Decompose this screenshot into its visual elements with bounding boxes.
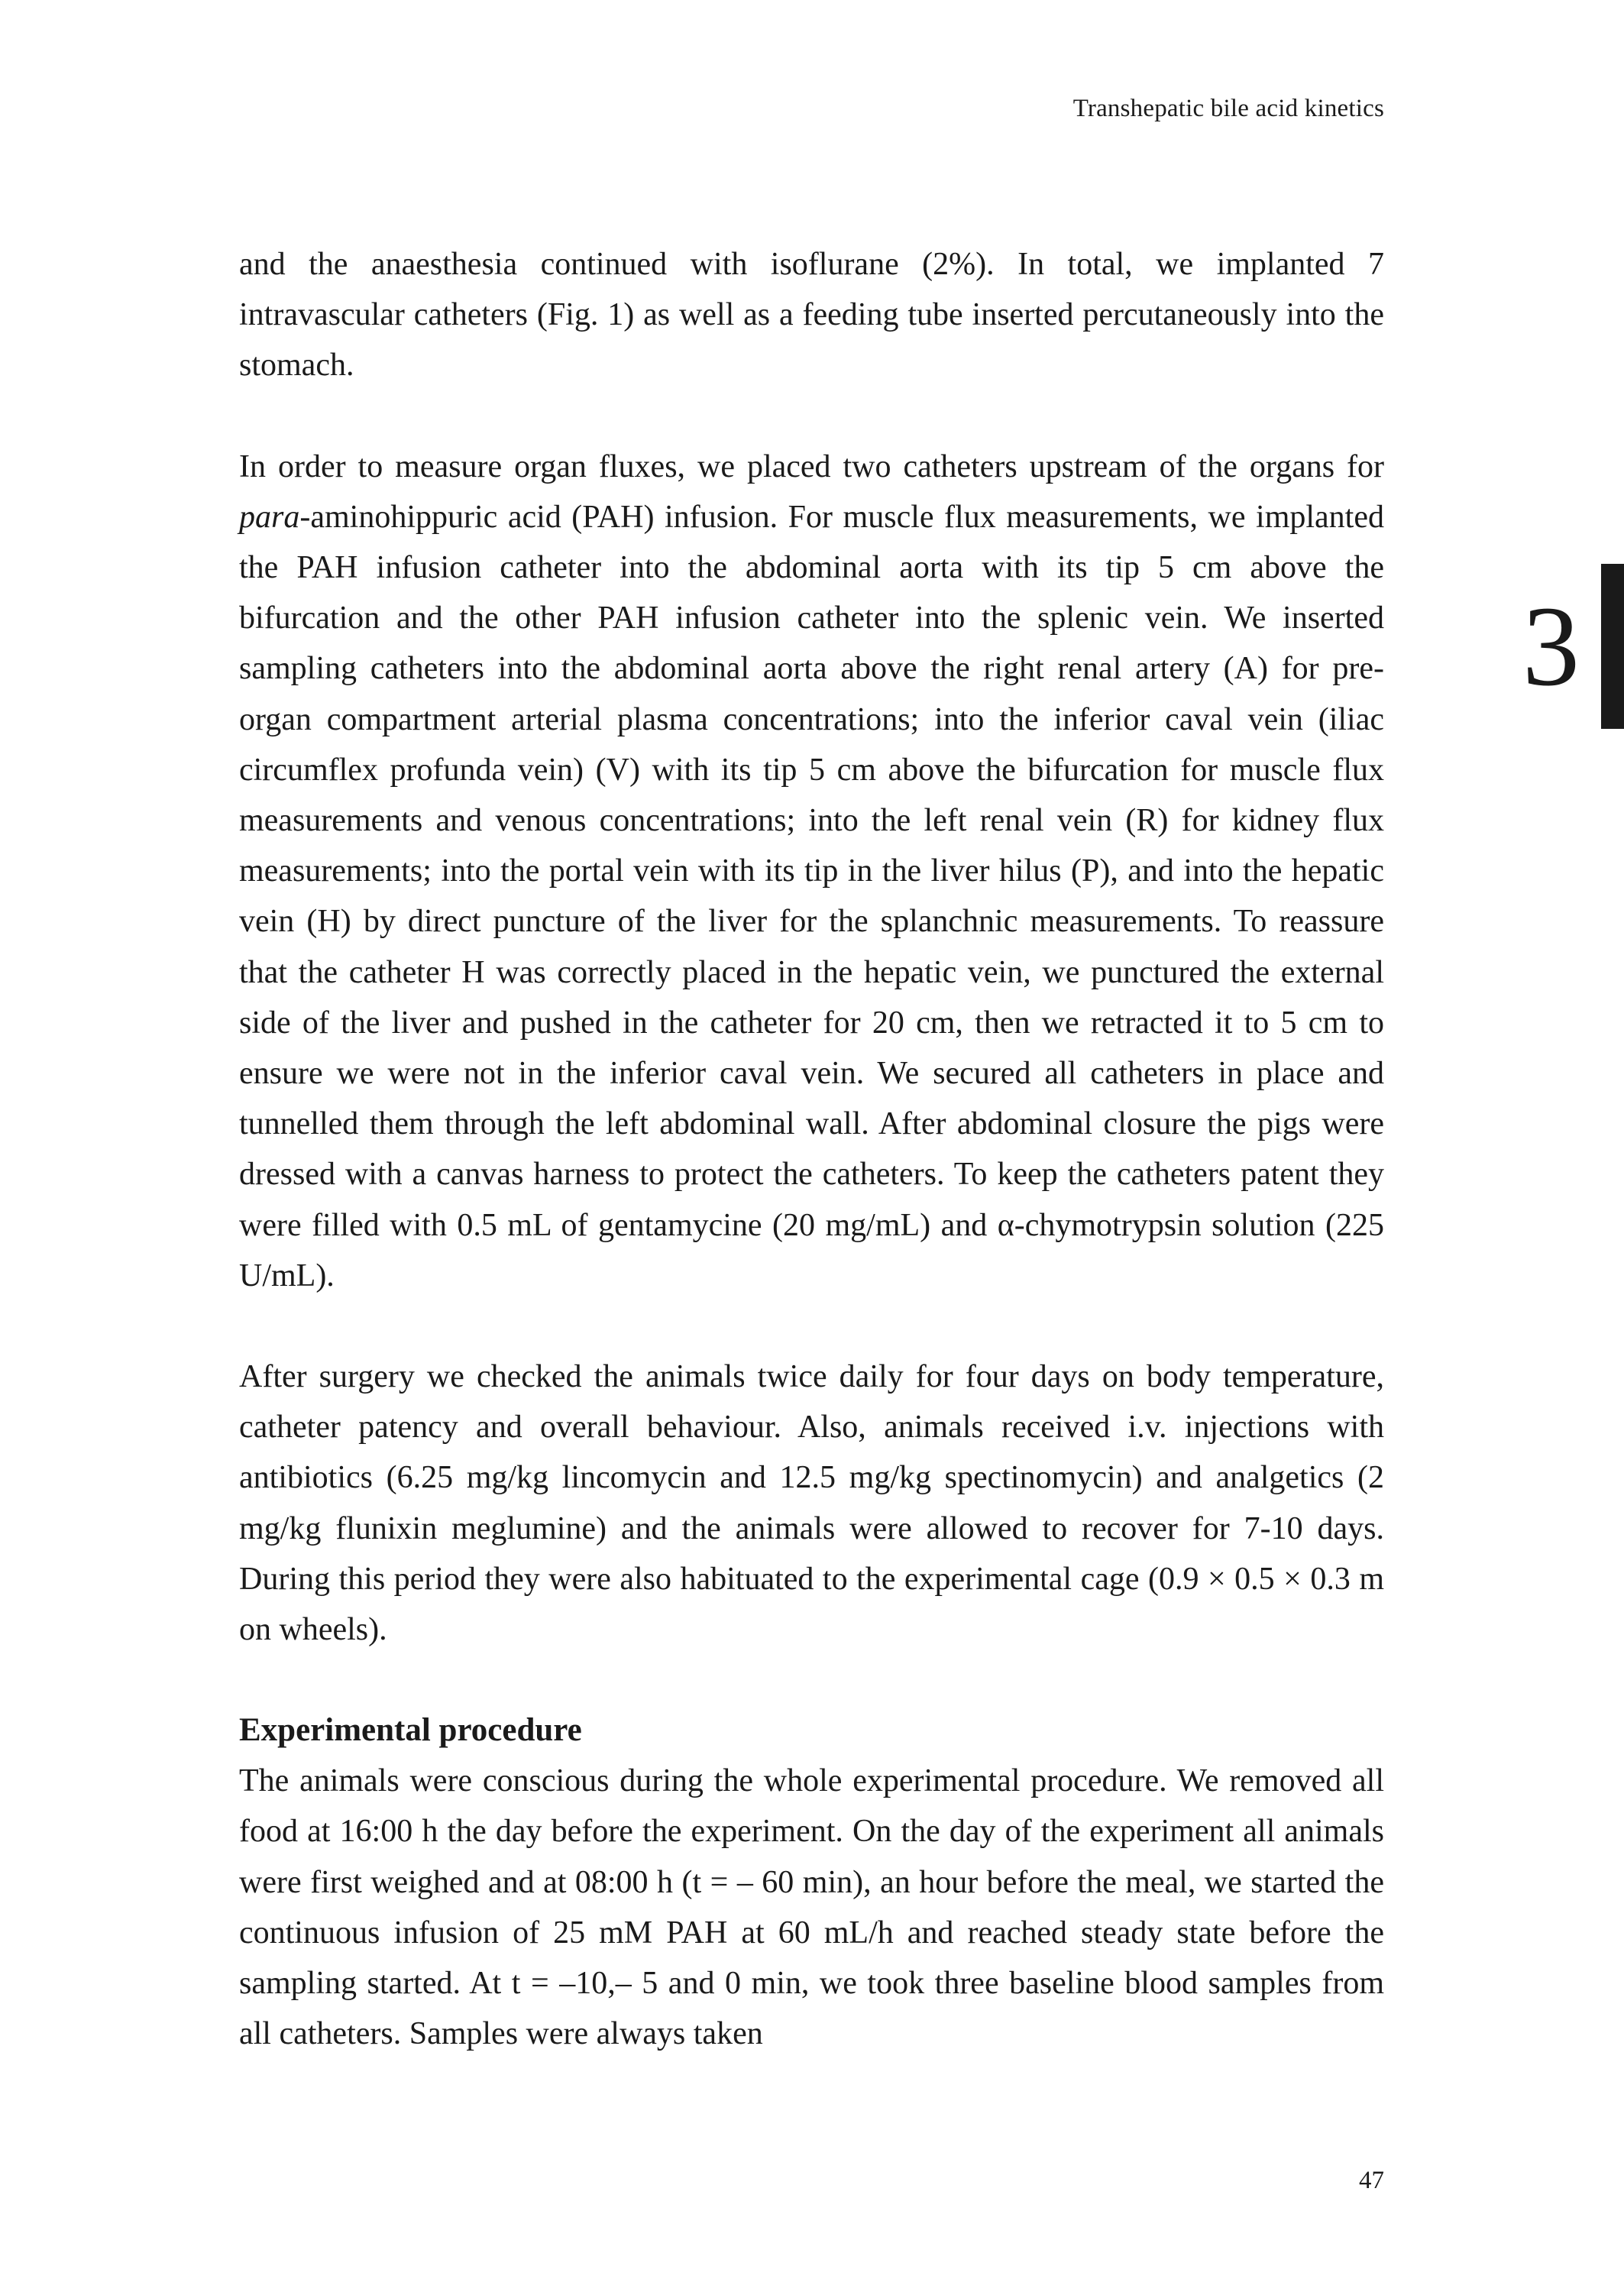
paragraph-organ-fluxes (239, 442, 1384, 1301)
chapter-number: 3 (1522, 583, 1580, 710)
chapter-tab (1471, 564, 1624, 729)
page-number: 47 (1359, 2167, 1384, 2194)
paragraph-organ-fluxes-prefix: In order to measure organ fluxes, we placed two catheters upstream of the organs for (239, 448, 1384, 484)
chapter-marker-bar (1601, 564, 1624, 729)
body-text (239, 239, 1384, 2060)
running-header: Transhepatic bile acid kinetics (1072, 95, 1384, 122)
paragraph-anaesthesia: and the anaesthesia continued with isoflurane (2%). In total, we implanted 7 intravascular catheters (Fig. 1) as well as a feeding tube inserted percutaneously into the stomach. (239, 247, 1384, 384)
paragraph-post-surgery: After surgery we checked the animals twice daily for four days on body temperature, catheter patency and overall behaviour. Also, animals received i.v. injections with antibiotics (6.25 mg/kg lincomycin and 12.5 mg/kg spectinomycin) and analgetics (2 mg/kg flunixin meglumine) and the animals were allowed to recover for 7-10 days. During this period they were also habituated to the experimental cage (0.9 × 0.5 × 0.3 m on wheels). (239, 1359, 1384, 1648)
section-heading: Experimental procedure (239, 1712, 582, 1749)
para-italic: para (239, 499, 300, 535)
paragraph-experimental-procedure: The animals were conscious during the whole experimental procedure. We removed all food at 16:00 h the day before the experiment. On the day of the experiment all animals were first weighed and at 08:00 h (t = – 60 min), an hour before the meal, we started the continuous infusion of 25 mM PAH at 60 mL/h and reached steady state before the sampling started. At t = –10,– 5 and 0 min, we took three baseline blood samples from all catheters. Samples were always taken (239, 1763, 1384, 2052)
paragraph-organ-fluxes-rest: -aminohippuric acid (PAH) infusion. For muscle flux measurements, we implanted the PAH infusion catheter into the abdominal aorta with its tip 5 cm above the bifurcation and the other PAH infusion catheter into the splenic vein. We inserted sampling catheters into the abdominal aorta above the right renal artery (A) for pre-organ compartment arterial plasma concentrations; into the inferior caval vein (iliac circumflex profunda vein) (V) with its tip 5 cm above the bifurcation for muscle flux measurements and venous concentrations; into the left renal vein (R) for kidney flux measurements; into the portal vein with its tip in the liver hilus (P), and into the hepatic vein (H) by direct puncture of the liver for the splanchnic measurements. To reassure that the catheter H was correctly placed in the hepatic vein, we punctured the external side of the liver and pushed in the catheter for 20 cm, then we retracted it to 5 cm to ensure we were not in the inferior caval vein. We secured all catheters in place and tunnelled them through the left abdominal wall. After abdominal closure the pigs were dressed with a canvas harness to protect the catheters. To keep the catheters patent they were filled with 0.5 mL of gentamycine (20 mg/mL) and α-chymotrypsin solution (225 U/mL). (239, 499, 1384, 1293)
